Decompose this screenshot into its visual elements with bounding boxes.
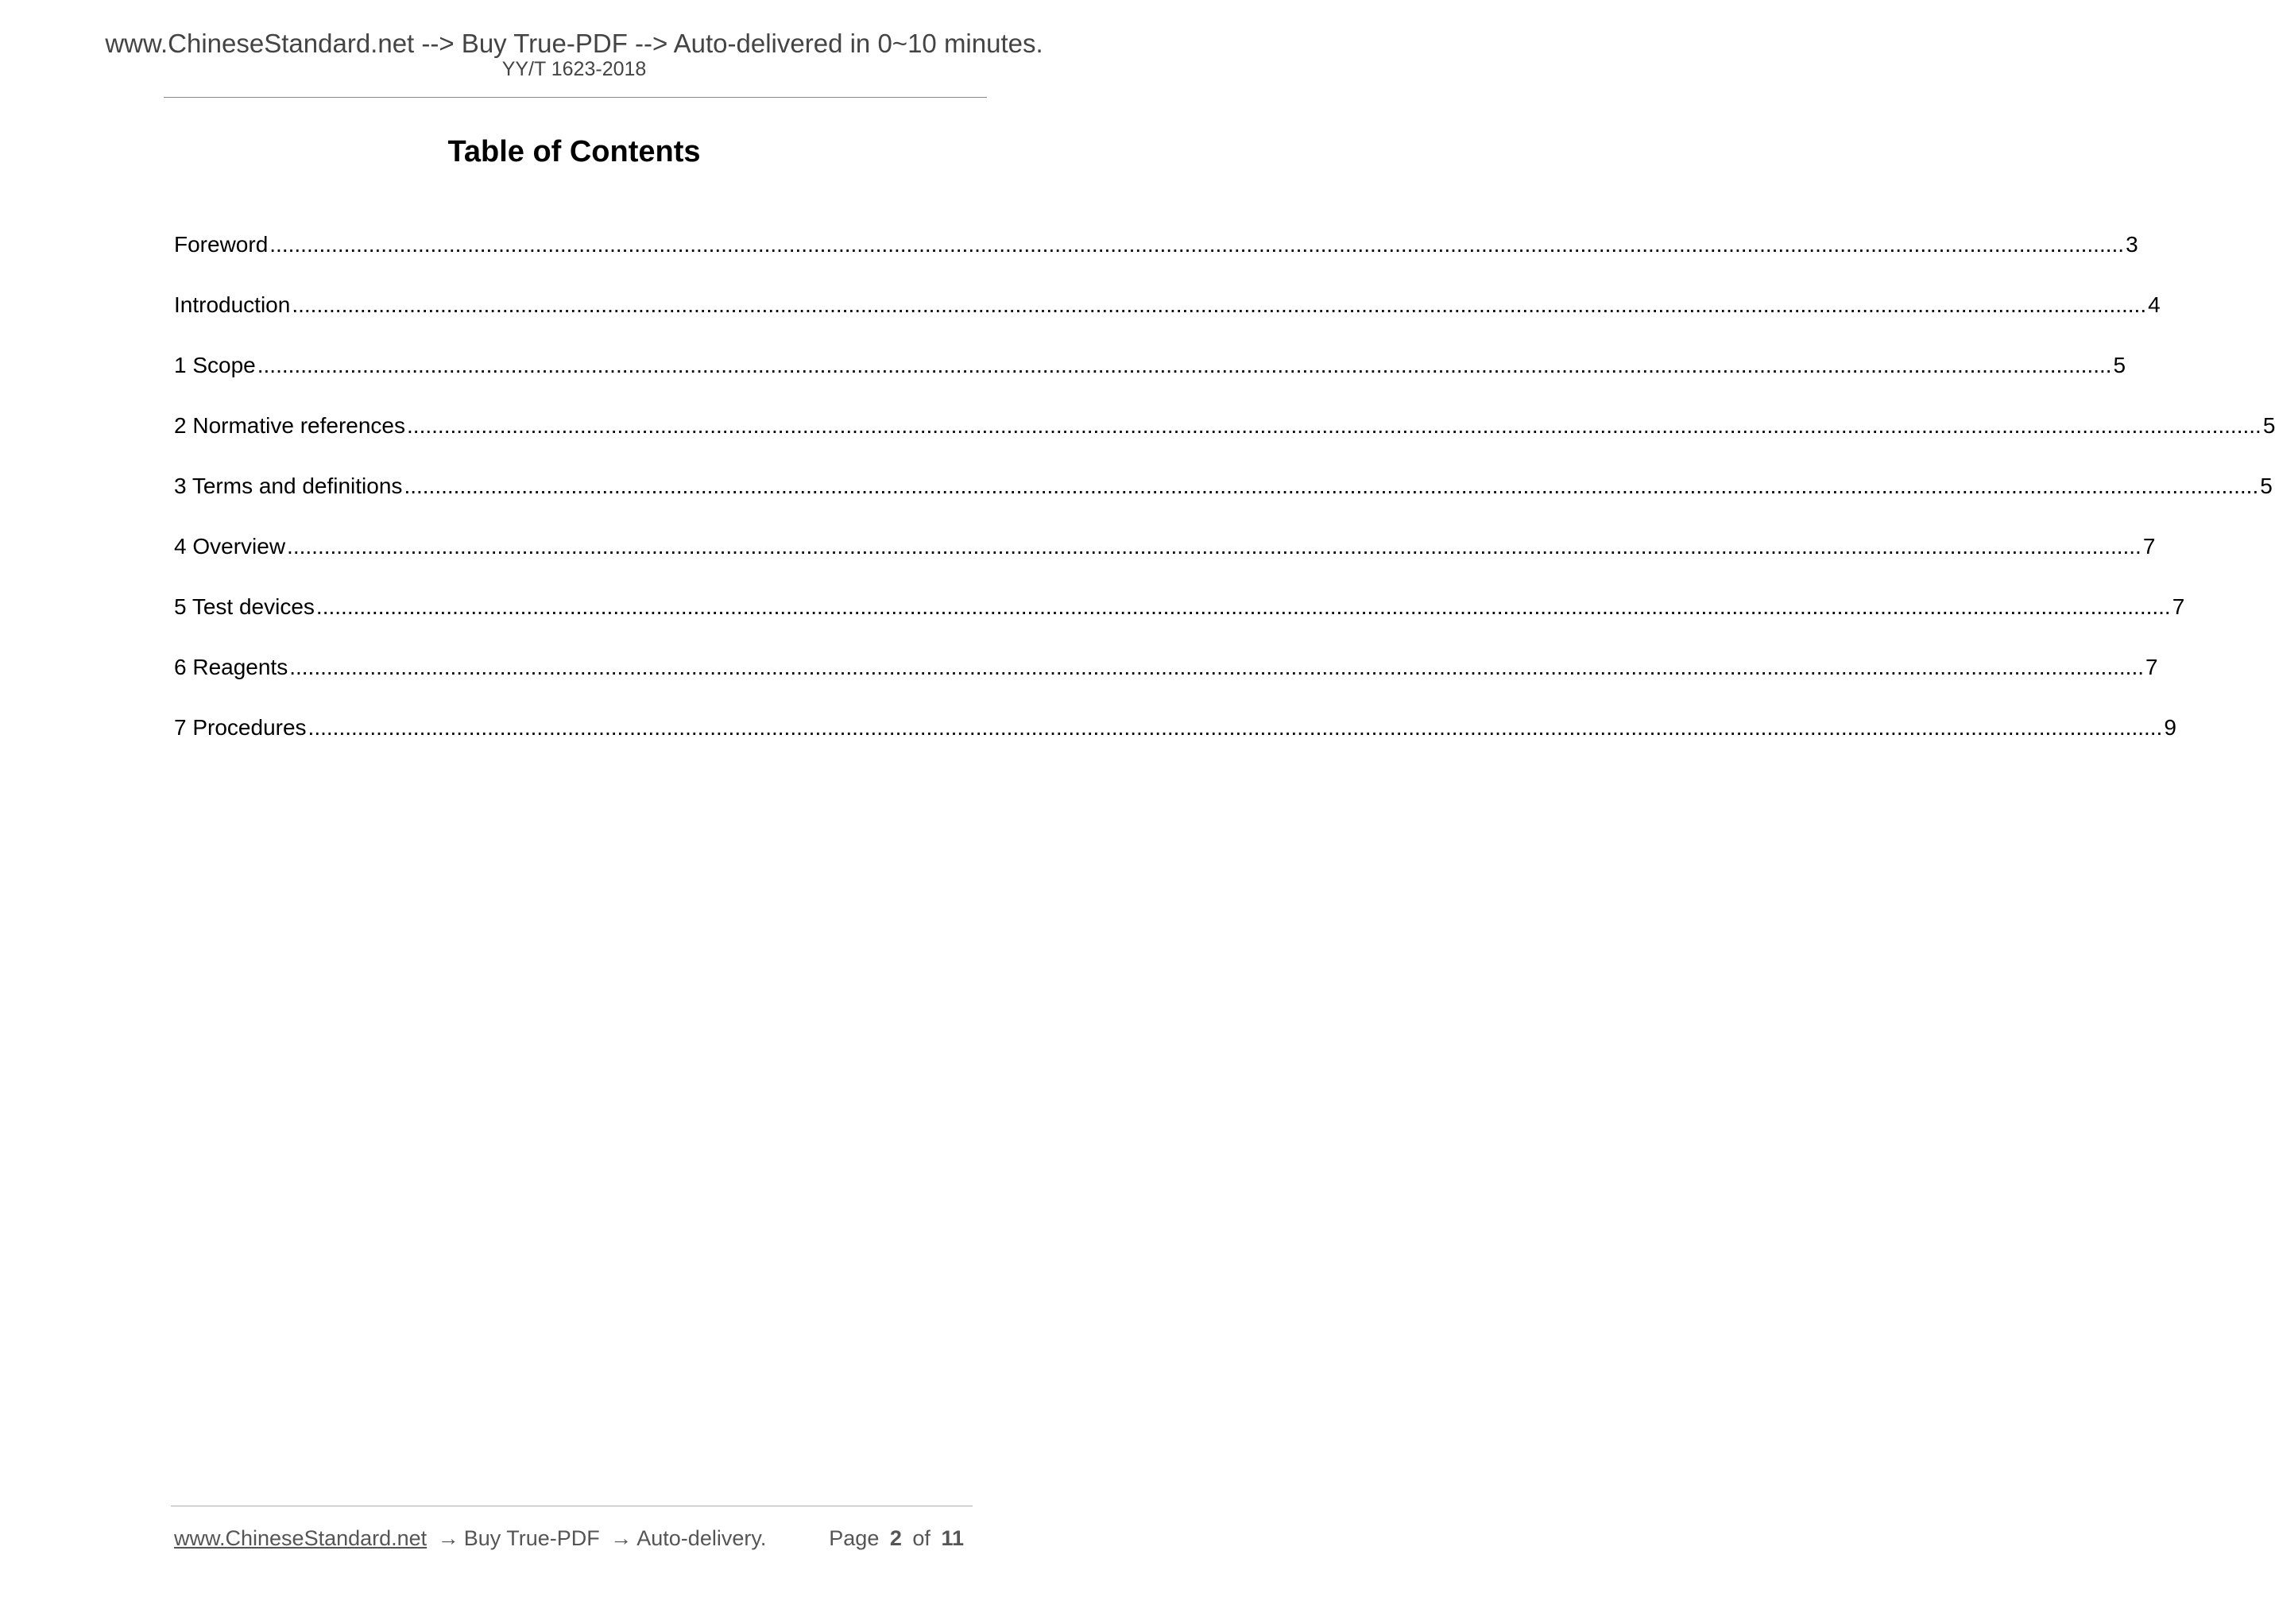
toc-entry-scope[interactable]	[174, 350, 2126, 410]
header-divider	[164, 97, 987, 98]
toc-entry-terms-and-definitions[interactable]	[174, 470, 2273, 531]
dot-leader: ............................................................................................................................................................................................................................................................................................................	[257, 353, 2112, 377]
footer-buy-text: Buy True-PDF	[463, 1526, 600, 1550]
page-word: Page	[829, 1526, 880, 1550]
page-total: 11	[941, 1526, 964, 1550]
toc-entry-label: 3 Terms and definitions	[174, 474, 403, 498]
toc-entry-label: 6 Reagents	[174, 655, 288, 679]
toc-entry-label: 7 Procedures	[174, 715, 307, 740]
toc-entry-page: 5	[2113, 353, 2126, 377]
toc-entry-test-devices[interactable]	[174, 591, 2185, 652]
arrow-right-icon: →	[437, 1526, 459, 1550]
toc-entry-page: 5	[2262, 413, 2275, 438]
toc-entry-reagents[interactable]	[174, 652, 2158, 712]
toc-entry-page: 7	[2142, 534, 2156, 559]
dot-leader: ............................................................................................................................................................................................................................................................................................................	[292, 292, 2147, 317]
toc-entry-label: 1 Scope	[174, 353, 256, 377]
toc-entry-page: 9	[2164, 715, 2176, 740]
toc-entry-overview[interactable]	[174, 531, 2156, 591]
of-word: of	[912, 1526, 931, 1550]
header-banner: www.ChineseStandard.net --> Buy True-PDF --> Auto-delivered in 0~10 minutes.	[105, 29, 1043, 58]
document-code: YY/T 1623-2018	[501, 58, 647, 80]
footer-site-link[interactable]: www.ChineseStandard.net	[174, 1526, 428, 1550]
arrow-right-icon: →	[610, 1526, 633, 1550]
toc-entry-label: Foreword	[174, 232, 269, 257]
toc-entry-page: 7	[2145, 655, 2158, 679]
page-number	[829, 1522, 969, 1554]
dot-leader: ............................................................................................................................................................................................................................................................................................................	[308, 715, 2163, 740]
dot-leader: ............................................................................................................................................................................................................................................................................................................	[287, 534, 2142, 559]
toc-entry-foreword[interactable]	[174, 229, 2138, 289]
footer-delivery-text: Auto-delivery.	[636, 1526, 767, 1550]
toc-entry-introduction[interactable]	[174, 289, 2161, 350]
dot-leader: ............................................................................................................................................................................................................................................................................................................	[289, 655, 2145, 679]
dot-leader: ............................................................................................................................................................................................................................................................................................................	[315, 594, 2171, 619]
dot-leader: ............................................................................................................................................................................................................................................................................................................	[269, 232, 2125, 257]
toc-entry-page: 7	[2172, 594, 2185, 619]
toc-list	[174, 229, 2275, 772]
toc-title: Table of Contents	[447, 135, 701, 168]
toc-entry-label: 5 Test devices	[174, 594, 315, 619]
toc-entry-procedures[interactable]	[174, 712, 2176, 772]
dot-leader: ............................................................................................................................................................................................................................................................................................................	[404, 474, 2259, 498]
page-footer	[174, 1522, 969, 1554]
toc-entry-normative-references[interactable]	[174, 410, 2275, 470]
toc-entry-label: Introduction	[174, 292, 291, 317]
footer-promo	[174, 1522, 766, 1554]
page-current: 2	[889, 1526, 902, 1550]
toc-entry-page: 4	[2148, 292, 2161, 317]
toc-entry-label: 4 Overview	[174, 534, 286, 559]
dot-leader: ............................................................................................................................................................................................................................................................................................................	[407, 413, 2261, 438]
toc-entry-page: 5	[2260, 474, 2273, 498]
toc-entry-label: 2 Normative references	[174, 413, 406, 438]
toc-entry-page: 3	[2126, 232, 2138, 257]
